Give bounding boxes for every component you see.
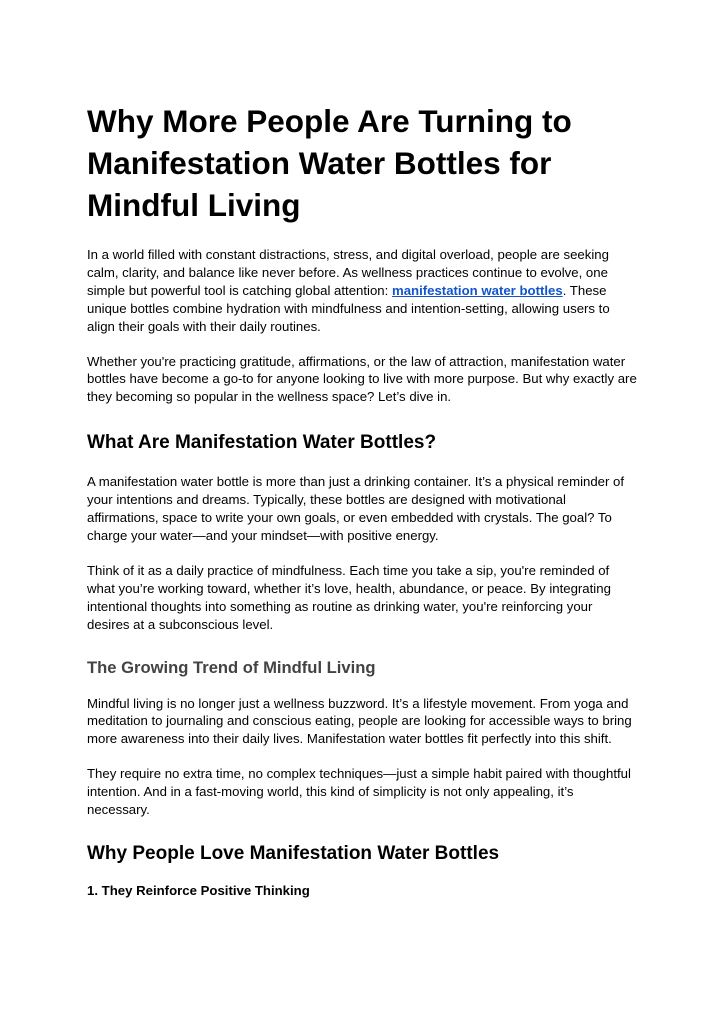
intro-paragraph-2: Whether you're practicing gratitude, affirmations, or the law of attraction, manifestation water bottles have become a go-to for anyone looking to live with more purpose. But why exactly are they becoming so popular in the wellness space? Let’s dive in. (87, 353, 637, 405)
intro-text-after-link: . These unique bottles combine hydration with mindfulness and intention-setting, allowing users to align their goals with their daily routines. (87, 282, 610, 334)
article-title: Why More People Are Turning to Manifestation Water Bottles for Mindful Living (87, 103, 572, 223)
section-1-paragraph-2: Think of it as a daily practice of mindfulness. Each time you take a sip, you're reminded of what you’re working toward, whether it’s love, health, abundance, or peace. By integrating intentional thoughts into something as routine as drinking water, you're reinforcing your desires at a subconscious level. (87, 562, 611, 632)
intro-paragraph (87, 246, 637, 336)
section-2-paragraph-1: Mindful living is no longer just a wellness buzzword. It’s a lifestyle movement. From yoga and meditation to journaling and conscious eating, people are looking for accessible ways to bring more awareness into their daily lives. Manifestation water bottles fit perfectly into this shift. (87, 695, 632, 747)
section-heading-why-people-love: Why People Love Manifestation Water Bottles (87, 842, 500, 864)
manifestation-bottles-link[interactable]: manifestation water bottles (391, 282, 563, 298)
section-heading-growing-trend: The Growing Trend of Mindful Living (87, 657, 376, 677)
subheading-positive-thinking: 1. They Reinforce Positive Thinking (87, 882, 310, 898)
section-heading-what-are: What Are Manifestation Water Bottles? (87, 432, 437, 454)
section-2-paragraph-2: They require no extra time, no complex techniques—just a simple habit paired with thoughtful intention. And in a fast-moving world, this kind of simplicity is not only appealing, it’s necessary. (87, 766, 631, 818)
intro-text-before-link: In a world filled with constant distractions, stress, and digital overload, people are seeking calm, clarity, and balance like never before. As wellness practices continue to evolve, one simple but powerful tool is catching global attention: (87, 247, 609, 298)
section-1-paragraph-1: A manifestation water bottle is more than just a drinking container. It’s a physical reminder of your intentions and dreams. Typically, these bottles are designed with motivational affirmations, space to write your own goals, or even embedded with crystals. The goal? To charge your water—and your mindset—with positive energy. (87, 474, 625, 543)
document-page (87, 100, 637, 900)
